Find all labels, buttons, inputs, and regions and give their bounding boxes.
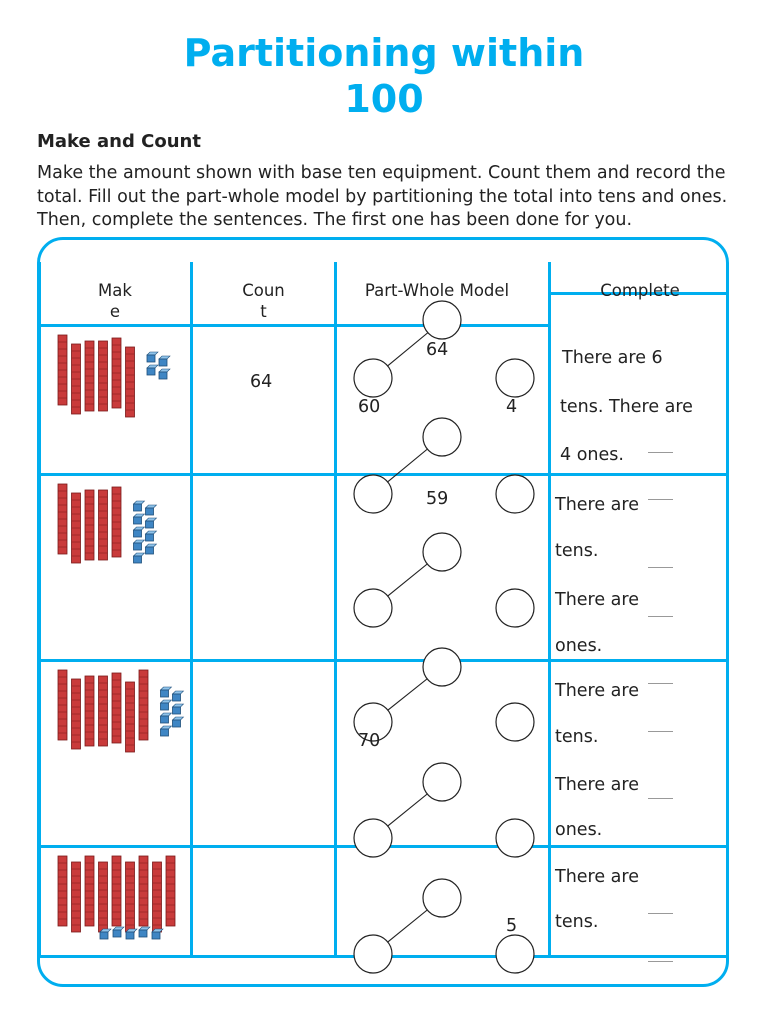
one-cube: [146, 531, 157, 541]
part-circle: [354, 475, 392, 513]
header-make: [40, 280, 190, 322]
ten-rod: [153, 862, 162, 932]
one-cube: [161, 713, 172, 723]
header-make-line-2: e: [109, 302, 121, 321]
ten-rod: [99, 490, 108, 560]
whole-circle: [423, 879, 461, 917]
section-heading: Make and Count: [37, 131, 201, 152]
one-cube: [113, 927, 124, 937]
sentence-row-3-line-1: There are: [555, 681, 639, 701]
ten-rod: [166, 856, 175, 926]
part-circle: [496, 589, 534, 627]
ten-rod: [99, 862, 108, 932]
table-divider: [190, 262, 193, 957]
sentence-row-1-line-1: There are 6: [562, 348, 663, 368]
ten-rod: [58, 856, 67, 926]
part-circle: [496, 703, 534, 741]
answer-blank[interactable]: [648, 798, 673, 799]
part-circle: [496, 359, 534, 397]
title-line-2: 100: [344, 77, 424, 121]
one-cube: [161, 700, 172, 710]
ten-rod: [126, 682, 135, 752]
sentence-row-2-line-1: There are: [555, 495, 639, 515]
answer-blank[interactable]: [648, 499, 673, 500]
part-circle: [354, 589, 392, 627]
ten-rod: [58, 670, 67, 740]
header-part-whole-model: Part-Whole Model: [364, 281, 510, 300]
sentence-row-1-line-2: tens. There are: [560, 397, 693, 417]
part-circle: [354, 359, 392, 397]
header-count-line-2: t: [260, 302, 267, 321]
ten-rod: [85, 676, 94, 746]
one-cube: [147, 365, 158, 375]
ten-rod: [58, 335, 67, 405]
header-make-line-1: Mak: [98, 281, 132, 300]
part-circle: [496, 935, 534, 973]
ten-rod: [126, 347, 135, 417]
answer-blank[interactable]: [648, 683, 673, 684]
sentence-row-3-line-2: tens.: [555, 727, 599, 747]
model-tens-part-row-3: 70: [358, 731, 381, 751]
one-cube: [146, 518, 157, 528]
model-whole-row-1: 64: [426, 340, 449, 360]
header-count-line-1: Coun: [242, 281, 285, 300]
answer-blank[interactable]: [648, 616, 673, 617]
one-cube: [173, 717, 184, 727]
header-count: [193, 280, 334, 322]
ten-rod: [72, 679, 81, 749]
part-circle: [354, 935, 392, 973]
whole-circle: [423, 648, 461, 686]
ten-rod: [139, 670, 148, 740]
one-cube: [146, 505, 157, 515]
ten-rod: [112, 856, 121, 926]
base-ten-blocks-row-2: [40, 476, 190, 656]
ten-rod: [112, 673, 121, 743]
one-cube: [152, 929, 163, 939]
one-cube: [134, 514, 145, 524]
ten-rod: [126, 862, 135, 932]
one-cube: [159, 356, 170, 366]
one-cube: [173, 691, 184, 701]
one-cube: [134, 540, 145, 550]
answer-blank[interactable]: [648, 913, 673, 914]
one-cube: [146, 544, 157, 554]
ten-rod: [85, 856, 94, 926]
one-cube: [134, 501, 145, 511]
ten-rod: [72, 862, 81, 932]
title-line-1: Partitioning within: [183, 31, 585, 75]
whole-circle: [423, 533, 461, 571]
ten-rod: [58, 484, 67, 554]
answer-blank[interactable]: [648, 961, 673, 962]
sentence-row-2-line-3: There are: [555, 590, 639, 610]
part-circle: [496, 819, 534, 857]
ten-rod: [99, 676, 108, 746]
one-cube: [147, 352, 158, 362]
ten-rod: [72, 344, 81, 414]
ten-rod: [112, 338, 121, 408]
ten-rod: [139, 856, 148, 926]
part-circle: [354, 819, 392, 857]
answer-blank[interactable]: [648, 731, 673, 732]
page-title: [0, 30, 768, 122]
ten-rod: [112, 487, 121, 557]
model-ones-part-row-4: 5: [506, 916, 518, 936]
count-value-row-1: 64: [250, 372, 273, 392]
one-cube: [161, 687, 172, 697]
one-cube: [134, 553, 145, 563]
ten-rod: [72, 493, 81, 563]
sentence-row-2-line-4: ones.: [555, 636, 603, 656]
base-ten-blocks-row-4: [40, 848, 190, 956]
one-cube: [126, 929, 137, 939]
sentence-row-1-line-3: 4 ones.: [560, 445, 624, 465]
sentence-row-4-line-1: There are: [555, 867, 639, 887]
whole-circle: [423, 418, 461, 456]
sentence-row-4-line-2: tens.: [555, 912, 599, 932]
base-ten-blocks-row-1: [40, 327, 190, 467]
whole-circle: [423, 763, 461, 801]
part-whole-model-diagrams: [337, 290, 551, 990]
ten-rod: [85, 341, 94, 411]
ten-rod: [85, 490, 94, 560]
model-whole-row-2: 59: [426, 489, 449, 509]
one-cube: [159, 369, 170, 379]
instructions-text: Make the amount shown with base ten equipment. Count them and record the total. Fill out the part-whole model by partitioning the total into tens and ones. Then, complete the sentences. The first one has been done for you.: [37, 163, 728, 230]
part-whole-model-3: [354, 533, 534, 627]
ten-rod: [99, 341, 108, 411]
one-cube: [134, 527, 145, 537]
one-cube: [161, 726, 172, 736]
model-ones-part-row-1: 4: [506, 397, 518, 417]
one-cube: [139, 927, 150, 937]
part-whole-model-4: [354, 648, 534, 741]
whole-circle: [423, 301, 461, 339]
answer-blank[interactable]: [648, 452, 673, 453]
part-whole-model-5: [354, 763, 534, 857]
base-ten-blocks-row-3: [40, 662, 190, 842]
part-circle: [496, 475, 534, 513]
header-complete: Complete: [600, 281, 680, 300]
sentence-row-2-line-2: tens.: [555, 541, 599, 561]
sentence-row-3-line-4: ones.: [555, 820, 603, 840]
one-cube: [173, 704, 184, 714]
answer-blank[interactable]: [648, 567, 673, 568]
sentence-row-3-line-3: There are: [555, 775, 639, 795]
model-tens-part-row-1: 60: [358, 397, 381, 417]
one-cube: [100, 929, 111, 939]
